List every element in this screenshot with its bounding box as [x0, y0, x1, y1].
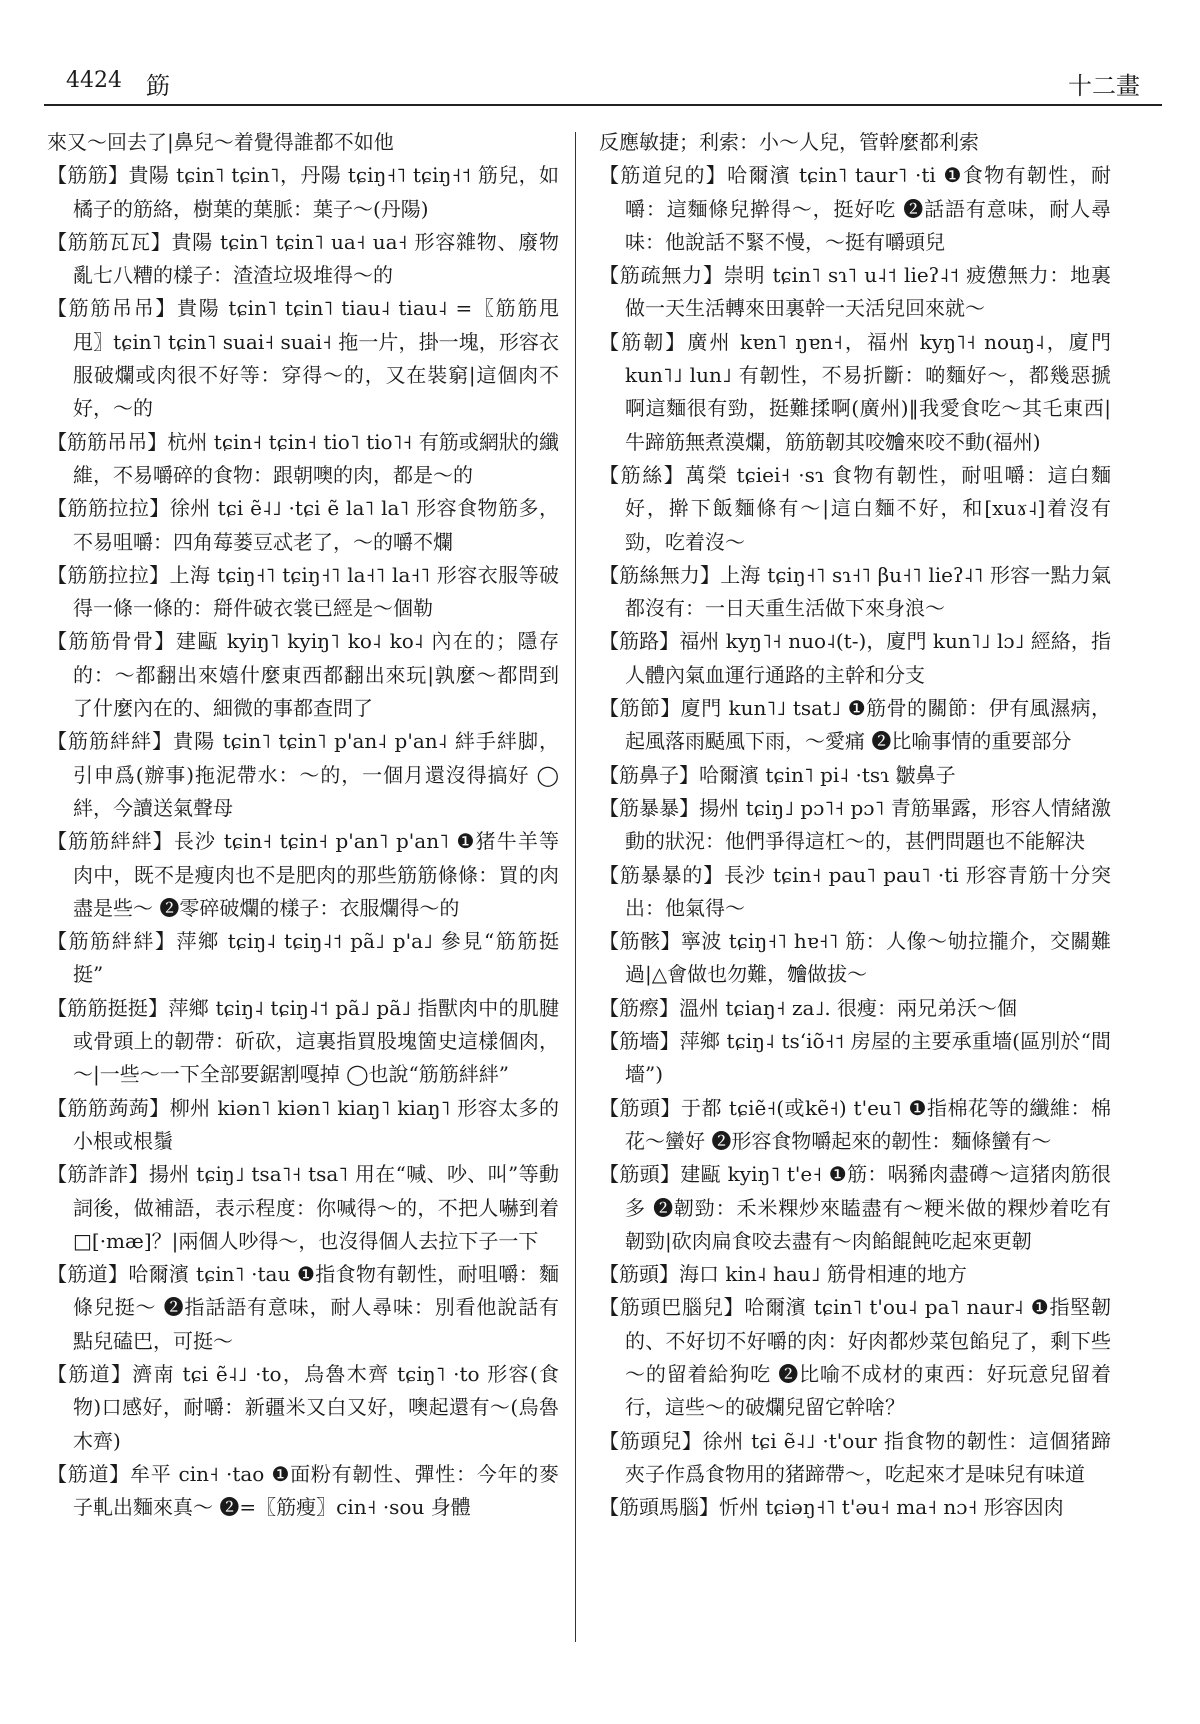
page-number: 4424 [66, 68, 122, 93]
entry: 【筋暴暴】揚州 tɕiŋ˩ pɔ˥˧ pɔ˥ 青筋畢露，形容人情緒激動的狀況：他們爭得這杠～的，甚們問題也不能解決 [599, 795, 1111, 854]
entry: 【筋筋絆絆】萍鄉 tɕiŋ˨ tɕiŋ˨˦ pã˩ p'a˩ 參見“筋筋挺挺” [47, 929, 559, 987]
entry: 【筋筋骨骨】建甌 kyiŋ˥ kyiŋ˥ ko˨ ko˨ 內在的；隱存的：～都翻出來嬉什麼東西都翻出來玩|孰麼～都問到了什麼內在的、細微的事都查問了 [47, 629, 559, 721]
entry: 【筋筋絆絆】長沙 tɕin˧ tɕin˧ p'an˥ p'an˥ ❶猪牛羊等肉中，既不是瘦肉也不是肥肉的那些筋筋條條：買的肉盡是些～ ❷零碎破爛的樣子：衣服爛得～的 [47, 829, 559, 920]
entry: 【筋瘵】溫州 tɕiaŋ˧ za˩. 很瘦：兩兄弟沃～個 [599, 995, 1018, 1020]
entry: 【筋頭】建甌 kyiŋ˥ t'e˧ ❶筋：㖞豨肉盡𥖁～這猪肉筋很多 ❷韌勁：禾米粿炒來瞌盡有～粳米做的粿炒着吃有韌勁|砍肉扁食咬去盡有～肉餡餛飩吃起來更韌 [599, 1162, 1111, 1253]
entry: 【筋頭巴腦兒】哈爾濱 tɕin˥ t'ou˨ pa˥ naur˨ ❶指堅韌的、不好切不好嚼的肉：好肉都炒菜包餡兒了，剩下些～的留着給狗吃 ❷比喻不成材的東西：好玩意兒留着行，這些～的破爛兒留它幹啥？ [599, 1295, 1111, 1420]
left-column [47, 126, 559, 1524]
entry: 【筋筋吊吊】杭州 tɕin˧ tɕin˧ tio˥ tio˥˧ 有筋或網狀的纖維，不易嚼碎的食物：跟朝噢的肉，都是～的 [47, 429, 559, 487]
entry-continuation: 反應敏捷；利索：小～人兒，管幹麼都利索 [599, 130, 979, 154]
entry: 【筋筋瓦瓦】貴陽 tɕin˥ tɕin˥ ua˧ ua˧ 形容雜物、廢物亂七八糟的樣子：渣渣垃圾堆得～的 [47, 229, 559, 288]
head-character: 筯 [146, 72, 170, 100]
right-column [599, 126, 1111, 1524]
entry: 【筋頭兒】徐州 tɕi ẽ˨˩ ·t'our 指食物的韌性：這個猪蹄夾子作爲食物用的猪蹄帶～，吃起來才是味兒有味道 [599, 1428, 1111, 1486]
entry: 【筋頭馬腦】忻州 tɕiəŋ˧˥ t'əu˧ ma˧ nɔ˧ 形容因肉 [599, 1495, 1064, 1520]
entry: 【筋韌】廣州 kɐn˥ ŋɐn˧，福州 kyŋ˥˧ nouŋ˨，廈門 kun˥˩ lun˩ 有韌性，不易折斷：啲麵好～，都幾惡搋啊這麵很有勁，挺難揉啊(廣州)‖我愛食吃～其乇東西|牛蹄筋無煮漠爛，筋筋韌其咬𣍐來咬不動(福州) [599, 329, 1111, 454]
stroke-section-label: 十二畫 [1068, 72, 1140, 100]
entry-continuation: 來又～回去了|鼻兒～着覺得誰都不如他 [47, 130, 394, 154]
page-header [44, 62, 1162, 102]
entry: 【筋頭】于都 tɕiẽ˧(或kẽ˧) t'eu˥ ❶指棉花等的纖維：棉花～蠻好 ❷形容食物嚼起來的韌性：麵條蠻有～ [599, 1095, 1111, 1153]
entry: 【筋暴暴的】長沙 tɕin˧ pau˥ pau˥ ·ti 形容青筋十分突出：他氣得～ [599, 862, 1111, 920]
entry: 【筋節】廈門 kun˥˩ tsat˩ ❶筋骨的關節：伊有風濕病，起風落雨颳風下雨，～愛痛 ❷比喻事情的重要部分 [599, 696, 1111, 754]
entry: 【筋筋拉拉】上海 tɕiŋ˧˥ tɕiŋ˧˥ la˧˥ la˧˥ 形容衣服等破得一條一條的：搿件破衣裳已經是～個勒 [47, 562, 559, 621]
entry: 【筋筋】貴陽 tɕin˥ tɕin˥，丹陽 tɕiŋ˧˥ tɕiŋ˧˦ 筋兒，如橘子的筋絡，樹葉的葉脈：葉子～(丹陽) [47, 163, 559, 221]
entry: 【筋筋絆絆】貴陽 tɕin˥ tɕin˥ p'an˨ p'an˨ 絆手絆脚，引申爲(辦事)拖泥帶水：～的，一個月還沒得搞好 ◯絆，今讀送氣聲母 [47, 729, 559, 820]
entry: 【筋道】哈爾濱 tɕin˥ ·tau ❶指食物有韌性，耐咀嚼：麵條兒挺～ ❷指話語有意味，耐人尋味：別看他說話有點兒磕巴，可挺～ [47, 1262, 559, 1353]
entry: 【筋疏無力】崇明 tɕin˥ sɿ˥ u˨˦ lieʔ˨˦ 疲憊無力：地裏做一天生活轉來田裏幹一天活兒回來就～ [599, 263, 1111, 321]
entry: 【筋筋吊吊】貴陽 tɕin˥ tɕin˥ tiau˨ tiau˨ =〖筋筋甩甩〗tɕin˥ tɕin˥ suai˧ suai˧ 拖一片，掛一塊，形容衣服破爛或肉很不好等：穿得～的，又在裝窮|這個肉不好，～的 [47, 296, 559, 421]
entry: 【筋道】牟平 cin˧ ·tao ❶面粉有韌性、彈性：今年的麥子軋出麵來真～ ❷=〖筋瘦〗cin˧ ·sou 身體 [47, 1461, 559, 1520]
entry: 【筋筋挺挺】萍鄉 tɕiŋ˨ tɕiŋ˨˦ pã˩ pã˩ 指獸肉中的肌腱或骨頭上的韌帶：斫砍，這裏指買股塊箇史這樣個肉，～|一些～一下全部要鋸割嘎掉 ◯也說“筋筋絆絆” [47, 995, 559, 1087]
entry: 【筋道】濟南 tɕi ẽ˨˩ ·to，烏魯木齊 tɕiŋ˥ ·to 形容(食物)口感好，耐嚼：新疆米又白又好，噢起還有～(烏魯木齊) [47, 1361, 559, 1453]
entry: 【筋墻】萍鄉 tɕiŋ˨ tsʻiõ˧˦ 房屋的主要承重墻(區別於“間墻”) [599, 1029, 1111, 1087]
entry: 【筋筋拉拉】徐州 tɕi ẽ˨˩ ·tɕi ẽ la˥ la˥ 形容食物筋多，不易咀嚼：四角莓蒌豆忒老了，～的嚼不爛 [47, 496, 559, 554]
entry: 【筋道兒的】哈爾濱 tɕin˥ taur˥ ·ti ❶食物有韌性，耐嚼：這麵條兒擀得～，挺好吃 ❷話語有意味，耐人尋味：他說話不緊不慢，～挺有嚼頭兒 [599, 163, 1111, 254]
header-rule [44, 104, 1162, 106]
entry: 【筋絲無力】上海 tɕiŋ˧˥ sɿ˧˥ βu˧˥ lieʔ˨˥ 形容一點力氣都沒有：一日天重生活做下來身浪～ [599, 562, 1111, 621]
column-divider [575, 132, 576, 1642]
entry: 【筋骸】寧波 tɕiŋ˧˥ hɐ˧˥ 筋：人像～劬拉攏介，交關難過|△會做也勿難，𣍐做拔～ [599, 929, 1111, 987]
entry: 【筋詐詐】揚州 tɕiŋ˩ tsa˥˧ tsa˥ 用在“喊、吵、叫”等動詞後，做補語，表示程度：你喊得～的，不把人嚇到着□[·mæ]？|兩個人吵得～，也沒得個人去拉下子一下 [47, 1162, 559, 1253]
entry: 【筋路】福州 kyŋ˥˧ nuo˨(t-)，廈門 kun˥˩ lɔ˩ 經絡，指人體內氣血運行通路的主幹和分支 [599, 629, 1111, 687]
entry: 【筋頭】海口 kin˨ hau˩ 筋骨相連的地方 [599, 1262, 967, 1287]
entry: 【筋筋蒟蒟】柳州 kiən˥ kiən˥ kiaŋ˥ kiaŋ˥ 形容太多的小根或根鬚 [47, 1095, 559, 1153]
entry: 【筋絲】萬榮 tɕiei˧ ·sɿ 食物有韌性，耐咀嚼：這白麵好，擀下飯麵條有～|這白麵不好，和[xuɤ˨]着沒有勁，吃着沒～ [599, 462, 1111, 554]
entry: 【筋鼻子】哈爾濱 tɕin˥ pi˨ ·tsɿ 皺鼻子 [599, 762, 956, 787]
